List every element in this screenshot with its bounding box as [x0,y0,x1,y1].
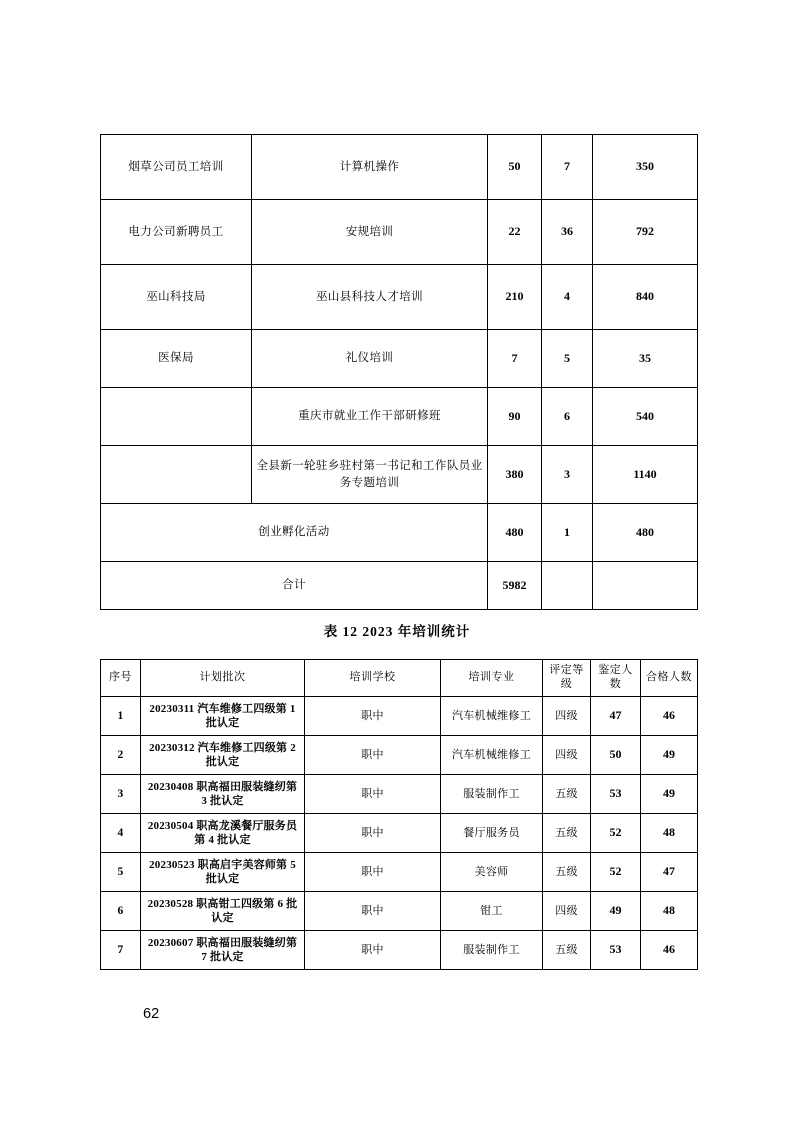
cell-index: 1 [101,697,141,736]
header-major: 培训专业 [441,660,543,697]
cell-org [101,446,252,504]
cell-assessed: 49 [591,892,641,931]
cell-activity-label: 创业孵化活动 [101,504,488,562]
cell-passed: 48 [641,892,698,931]
cell-summary-label: 合计 [101,562,488,610]
page-number: 62 [143,1006,160,1022]
table-row [101,265,698,330]
cell-school: 职中 [305,697,441,736]
cell-batch: 20230607 职高福田服装缝纫第 7 批认定 [141,931,305,970]
cell-assessed: 50 [591,736,641,775]
cell-index: 4 [101,814,141,853]
cell-passed: 49 [641,775,698,814]
cell-level: 四级 [543,892,591,931]
cell-total: 540 [593,388,698,446]
cell-major: 餐厅服务员 [441,814,543,853]
cell-assessed: 52 [591,814,641,853]
cell-sessions: 4 [542,265,593,330]
header-passed: 合格人数 [641,660,698,697]
cell-total: 350 [593,135,698,200]
cell-passed: 47 [641,853,698,892]
cell-people: 380 [488,446,542,504]
table-row [101,736,698,775]
cell-batch: 20230312 汽车维修工四级第 2 批认定 [141,736,305,775]
cell-total: 792 [593,200,698,265]
cell-org: 电力公司新聘员工 [101,200,252,265]
continued-table-container [100,134,697,610]
cell-assessed: 52 [591,853,641,892]
header-school: 培训学校 [305,660,441,697]
header-index: 序号 [101,660,141,697]
cell-project: 巫山县科技人才培训 [252,265,488,330]
cell-level: 五级 [543,814,591,853]
cell-org: 烟草公司员工培训 [101,135,252,200]
header-batch: 计划批次 [141,660,305,697]
cell-project: 全县新一轮驻乡驻村第一书记和工作队员业务专题培训 [252,446,488,504]
cell-people: 480 [488,504,542,562]
cell-major: 钳工 [441,892,543,931]
cell-people: 7 [488,330,542,388]
cell-summary-total [593,562,698,610]
cell-total: 840 [593,265,698,330]
cell-level: 五级 [543,775,591,814]
cell-project: 计算机操作 [252,135,488,200]
table-row-summary [101,562,698,610]
cell-batch: 20230408 职高福田服装缝纫第 3 批认定 [141,775,305,814]
cell-total: 35 [593,330,698,388]
cell-total: 1140 [593,446,698,504]
cell-level: 四级 [543,697,591,736]
cell-org [101,388,252,446]
cell-sessions: 5 [542,330,593,388]
cell-major: 汽车机械维修工 [441,697,543,736]
cell-school: 职中 [305,892,441,931]
cell-total: 480 [593,504,698,562]
table-row [101,330,698,388]
cell-passed: 49 [641,736,698,775]
cell-school: 职中 [305,775,441,814]
cell-passed: 48 [641,814,698,853]
cell-project: 礼仪培训 [252,330,488,388]
cell-school: 职中 [305,736,441,775]
table-row [101,775,698,814]
cell-people: 90 [488,388,542,446]
cell-index: 3 [101,775,141,814]
cell-passed: 46 [641,697,698,736]
cell-school: 职中 [305,853,441,892]
table-row [101,892,698,931]
table-row [101,135,698,200]
cell-batch: 20230311 汽车维修工四级第 1 批认定 [141,697,305,736]
cell-batch: 20230528 职高钳工四级第 6 批认定 [141,892,305,931]
cell-org: 巫山科技局 [101,265,252,330]
cell-sessions: 3 [542,446,593,504]
table-caption: 表 12 2023 年培训统计 [323,624,471,639]
cell-assessed: 47 [591,697,641,736]
table-row [101,446,698,504]
stats-table-header-row [101,660,698,697]
cell-people: 22 [488,200,542,265]
cell-major: 汽车机械维修工 [441,736,543,775]
cell-summary-people: 5982 [488,562,542,610]
cell-level: 五级 [543,853,591,892]
cell-batch: 20230523 职高启宇美容师第 5 批认定 [141,853,305,892]
table-row [101,388,698,446]
cell-summary-sessions [542,562,593,610]
cell-passed: 46 [641,931,698,970]
table-row [101,931,698,970]
cell-assessed: 53 [591,931,641,970]
cell-people: 210 [488,265,542,330]
table-row-merged [101,504,698,562]
continued-table [100,134,698,610]
cell-project: 重庆市就业工作干部研修班 [252,388,488,446]
cell-sessions: 6 [542,388,593,446]
cell-assessed: 53 [591,775,641,814]
cell-school: 职中 [305,931,441,970]
cell-sessions: 7 [542,135,593,200]
stats-table-container [100,659,697,970]
table-row [101,697,698,736]
cell-index: 7 [101,931,141,970]
cell-level: 五级 [543,931,591,970]
cell-sessions: 36 [542,200,593,265]
cell-level: 四级 [543,736,591,775]
header-assessed: 鉴定人数 [591,660,641,697]
cell-index: 6 [101,892,141,931]
cell-major: 服装制作工 [441,931,543,970]
table-row [101,200,698,265]
stats-table [100,659,698,970]
cell-school: 职中 [305,814,441,853]
table-row [101,853,698,892]
cell-people: 50 [488,135,542,200]
cell-major: 美容师 [441,853,543,892]
cell-index: 5 [101,853,141,892]
cell-sessions: 1 [542,504,593,562]
cell-index: 2 [101,736,141,775]
header-level: 评定等级 [543,660,591,697]
cell-org: 医保局 [101,330,252,388]
cell-batch: 20230504 职高龙溪餐厅服务员第 4 批认定 [141,814,305,853]
cell-project: 安规培训 [252,200,488,265]
cell-major: 服装制作工 [441,775,543,814]
table-row [101,814,698,853]
